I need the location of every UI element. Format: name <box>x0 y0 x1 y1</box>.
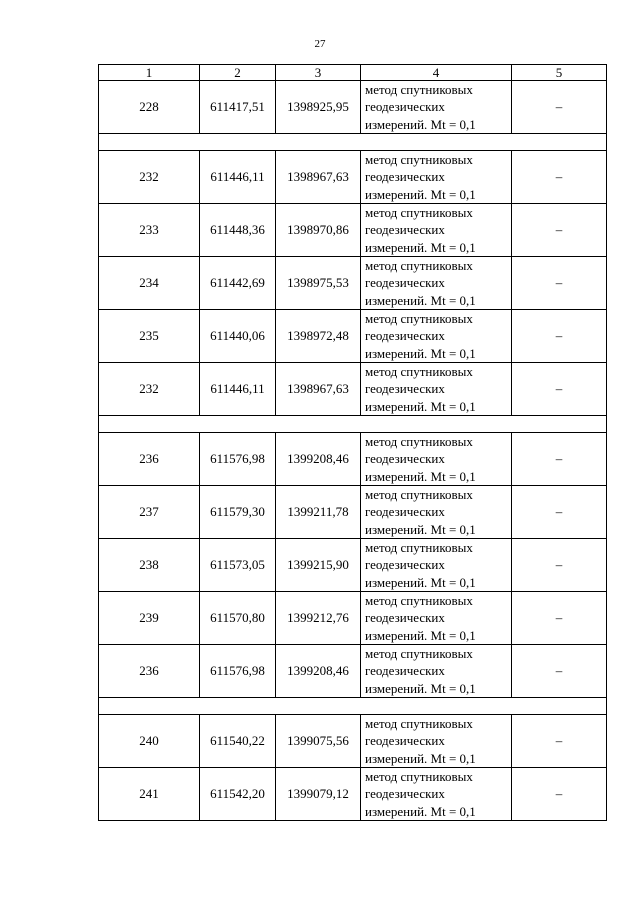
point-number-cell: 234 <box>99 257 200 310</box>
method-line: геодезических <box>365 733 445 749</box>
y-coordinate-cell: 1398925,95 <box>276 81 361 134</box>
point-number-cell: 240 <box>99 715 200 768</box>
method-cell <box>361 539 512 592</box>
point-number-cell: 232 <box>99 151 200 204</box>
method-cell <box>361 310 512 363</box>
method-line: метод спутниковых <box>365 593 473 609</box>
method-line: метод спутниковых <box>365 769 473 785</box>
separator-cell <box>99 698 607 715</box>
method-line: измерений. Mt = 0,1 <box>365 345 476 361</box>
table-row <box>99 645 607 698</box>
method-cell <box>361 257 512 310</box>
table-row <box>99 592 607 645</box>
method-line: геодезических <box>365 557 445 573</box>
note-cell: – <box>512 486 607 539</box>
method-line: метод спутниковых <box>365 434 473 450</box>
method-line: метод спутниковых <box>365 311 473 327</box>
note-cell: – <box>512 151 607 204</box>
method-line: измерений. Mt = 0,1 <box>365 239 476 255</box>
note-cell: – <box>512 592 607 645</box>
method-line: измерений. Mt = 0,1 <box>365 680 476 696</box>
column-header: 2 <box>200 65 276 81</box>
method-line: измерений. Mt = 0,1 <box>365 803 476 819</box>
column-header: 1 <box>99 65 200 81</box>
method-line: измерений. Mt = 0,1 <box>365 292 476 308</box>
table-row <box>99 151 607 204</box>
table-row <box>99 81 607 134</box>
x-coordinate-cell: 611442,69 <box>200 257 276 310</box>
column-header: 5 <box>512 65 607 81</box>
method-line: метод спутниковых <box>365 258 473 274</box>
group-separator-row <box>99 134 607 151</box>
note-cell: – <box>512 645 607 698</box>
method-cell <box>361 433 512 486</box>
method-line: геодезических <box>365 328 445 344</box>
method-line: измерений. Mt = 0,1 <box>365 521 476 537</box>
x-coordinate-cell: 611573,05 <box>200 539 276 592</box>
method-line: метод спутниковых <box>365 364 473 380</box>
point-number-cell: 237 <box>99 486 200 539</box>
method-line: метод спутниковых <box>365 152 473 168</box>
method-line: метод спутниковых <box>365 646 473 662</box>
point-number-cell: 241 <box>99 768 200 821</box>
y-coordinate-cell: 1399075,56 <box>276 715 361 768</box>
point-number-cell: 232 <box>99 363 200 416</box>
y-coordinate-cell: 1399215,90 <box>276 539 361 592</box>
group-separator-row <box>99 416 607 433</box>
point-number-cell: 235 <box>99 310 200 363</box>
separator-cell <box>99 134 607 151</box>
method-line: измерений. Mt = 0,1 <box>365 116 476 132</box>
y-coordinate-cell: 1398975,53 <box>276 257 361 310</box>
y-coordinate-cell: 1398972,48 <box>276 310 361 363</box>
x-coordinate-cell: 611540,22 <box>200 715 276 768</box>
method-line: измерений. Mt = 0,1 <box>365 627 476 643</box>
y-coordinate-cell: 1399208,46 <box>276 645 361 698</box>
method-line: геодезических <box>365 663 445 679</box>
table-row <box>99 204 607 257</box>
x-coordinate-cell: 611570,80 <box>200 592 276 645</box>
method-cell <box>361 81 512 134</box>
method-line: метод спутниковых <box>365 82 473 98</box>
method-line: измерений. Mt = 0,1 <box>365 398 476 414</box>
note-cell: – <box>512 257 607 310</box>
group-separator-row <box>99 698 607 715</box>
method-line: геодезических <box>365 169 445 185</box>
y-coordinate-cell: 1399079,12 <box>276 768 361 821</box>
point-number-cell: 228 <box>99 81 200 134</box>
x-coordinate-cell: 611417,51 <box>200 81 276 134</box>
y-coordinate-cell: 1398970,86 <box>276 204 361 257</box>
method-line: геодезических <box>365 99 445 115</box>
x-coordinate-cell: 611579,30 <box>200 486 276 539</box>
x-coordinate-cell: 611542,20 <box>200 768 276 821</box>
coordinates-table <box>98 64 607 821</box>
method-line: измерений. Mt = 0,1 <box>365 750 476 766</box>
y-coordinate-cell: 1398967,63 <box>276 151 361 204</box>
method-cell <box>361 592 512 645</box>
note-cell: – <box>512 539 607 592</box>
page-number: 27 <box>314 38 326 50</box>
y-coordinate-cell: 1398967,63 <box>276 363 361 416</box>
table-row <box>99 486 607 539</box>
method-line: геодезических <box>365 504 445 520</box>
separator-cell <box>99 416 607 433</box>
y-coordinate-cell: 1399211,78 <box>276 486 361 539</box>
point-number-cell: 233 <box>99 204 200 257</box>
method-cell <box>361 486 512 539</box>
x-coordinate-cell: 611576,98 <box>200 645 276 698</box>
x-coordinate-cell: 611440,06 <box>200 310 276 363</box>
method-cell <box>361 151 512 204</box>
x-coordinate-cell: 611576,98 <box>200 433 276 486</box>
column-header: 3 <box>276 65 361 81</box>
method-cell <box>361 715 512 768</box>
table-row <box>99 768 607 821</box>
method-line: геодезических <box>365 451 445 467</box>
method-line: метод спутниковых <box>365 716 473 732</box>
method-line: измерений. Mt = 0,1 <box>365 574 476 590</box>
table-row <box>99 363 607 416</box>
note-cell: – <box>512 768 607 821</box>
note-cell: – <box>512 363 607 416</box>
note-cell: – <box>512 204 607 257</box>
method-cell <box>361 768 512 821</box>
table-row <box>99 715 607 768</box>
method-line: метод спутниковых <box>365 487 473 503</box>
note-cell: – <box>512 81 607 134</box>
table-row <box>99 539 607 592</box>
point-number-cell: 238 <box>99 539 200 592</box>
y-coordinate-cell: 1399208,46 <box>276 433 361 486</box>
note-cell: – <box>512 310 607 363</box>
method-line: метод спутниковых <box>365 540 473 556</box>
method-line: геодезических <box>365 222 445 238</box>
column-header: 4 <box>361 65 512 81</box>
method-cell <box>361 645 512 698</box>
note-cell: – <box>512 715 607 768</box>
table-row <box>99 433 607 486</box>
point-number-cell: 239 <box>99 592 200 645</box>
table-header-row <box>99 65 607 81</box>
method-line: метод спутниковых <box>365 205 473 221</box>
table-row <box>99 257 607 310</box>
table-row <box>99 310 607 363</box>
method-line: измерений. Mt = 0,1 <box>365 468 476 484</box>
x-coordinate-cell: 611448,36 <box>200 204 276 257</box>
method-line: геодезических <box>365 381 445 397</box>
y-coordinate-cell: 1399212,76 <box>276 592 361 645</box>
method-cell <box>361 204 512 257</box>
note-cell: – <box>512 433 607 486</box>
x-coordinate-cell: 611446,11 <box>200 363 276 416</box>
method-line: измерений. Mt = 0,1 <box>365 186 476 202</box>
method-line: геодезических <box>365 610 445 626</box>
method-line: геодезических <box>365 275 445 291</box>
method-cell <box>361 363 512 416</box>
x-coordinate-cell: 611446,11 <box>200 151 276 204</box>
point-number-cell: 236 <box>99 645 200 698</box>
point-number-cell: 236 <box>99 433 200 486</box>
method-line: геодезических <box>365 786 445 802</box>
table-body <box>99 65 607 821</box>
